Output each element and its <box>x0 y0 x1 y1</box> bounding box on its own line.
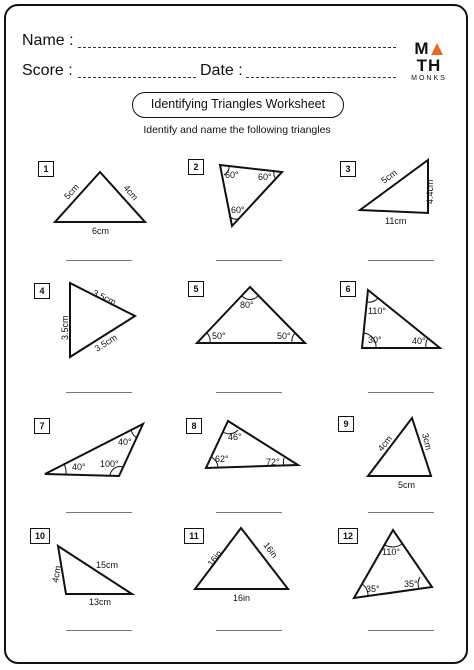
triangle-4-side-label: 3.5cm <box>91 287 118 308</box>
triangle-1-side-label: 6cm <box>92 226 110 236</box>
triangle-10-side-label: 13cm <box>89 597 112 607</box>
triangle-5-angle-label: 50° <box>277 331 291 341</box>
name-label: Name : <box>22 32 74 49</box>
problem-number: 7 <box>34 418 50 434</box>
answer-line-5[interactable] <box>216 392 282 393</box>
triangle-10 <box>58 546 132 594</box>
answer-line-9[interactable] <box>368 512 434 513</box>
worksheet-title: Identifying Triangles Worksheet <box>132 92 344 118</box>
triangle-2-angle-label: 60° <box>225 170 239 180</box>
problem-number: 1 <box>38 161 54 177</box>
triangle-12-angle-label: 35° <box>366 584 380 594</box>
triangle-11-side-label: 16in <box>205 548 224 569</box>
triangle-4-side-label: 3.5cm <box>60 315 70 340</box>
triangle-7 <box>45 424 143 476</box>
answer-line-6[interactable] <box>368 392 434 393</box>
answer-line-4[interactable] <box>66 392 132 393</box>
triangle-11-side-label: 16in <box>261 540 280 560</box>
answer-line-11[interactable] <box>216 630 282 631</box>
triangle-10-side-label: 15cm <box>96 560 119 570</box>
triangle-2-angle-label: 60° <box>231 205 245 215</box>
triangle-6-angle-label: 40° <box>412 336 426 346</box>
answer-line-7[interactable] <box>66 512 132 513</box>
triangle-9-side-label: 5cm <box>398 480 416 490</box>
triangle-6-angle-label: 30° <box>368 335 382 345</box>
triangle-1-side-label: 4cm <box>121 182 141 203</box>
problem-number: 10 <box>30 528 50 544</box>
triangle-3 <box>360 160 428 213</box>
triangle-3-side-label: 4.4cm <box>425 179 435 204</box>
answer-line-3[interactable] <box>368 260 434 261</box>
problem-number: 6 <box>340 281 356 297</box>
triangle-12-angle-label: 110° <box>382 547 400 557</box>
answer-line-12[interactable] <box>368 630 434 631</box>
problem-number: 11 <box>184 528 204 544</box>
triangle-6-angle-label: 110° <box>368 306 386 316</box>
triangle-9-side-label: 4cm <box>375 433 395 454</box>
triangle-9-side-label: 3cm <box>420 432 434 451</box>
problem-number: 2 <box>188 159 204 175</box>
problem-number: 3 <box>340 161 356 177</box>
answer-line-1[interactable] <box>66 260 132 261</box>
triangle-8-angle-label: 62° <box>215 454 229 464</box>
triangle-12-angle-label: 35° <box>404 579 418 589</box>
math-monks-logo: MTH MONKS <box>411 39 447 82</box>
problem-number: 9 <box>338 416 354 432</box>
triangle-4-side-label: 3.5cm <box>92 332 119 354</box>
date-label: Date : <box>200 62 243 79</box>
problem-number: 5 <box>188 281 204 297</box>
triangle-3-side-label: 11cm <box>385 216 407 226</box>
instructions: Identify and name the following triangles <box>143 124 331 136</box>
problem-number: 12 <box>338 528 358 544</box>
answer-line-8[interactable] <box>216 512 282 513</box>
triangle-8-angle-label: 72° <box>266 457 280 467</box>
triangle-2-angle-label: 60° <box>258 172 272 182</box>
triangle-7-angle-label: 40° <box>72 462 86 472</box>
triangle-8-angle-label: 46° <box>228 432 242 442</box>
triangle-1-side-label: 5cm <box>62 182 81 202</box>
problem-number: 4 <box>34 283 50 299</box>
triangle-5-angle-label: 80° <box>240 300 254 310</box>
triangle-7-angle-label: 40° <box>118 437 132 447</box>
triangle-5-angle-label: 50° <box>212 331 226 341</box>
triangle-11-side-label: 16in <box>233 593 251 603</box>
answer-line-10[interactable] <box>66 630 132 631</box>
triangle-3-side-label: 5cm <box>379 167 399 186</box>
score-label: Score : <box>22 62 73 79</box>
triangle-10-side-label: 4cm <box>50 564 63 584</box>
triangle-7-angle-label: 100° <box>100 459 119 469</box>
answer-line-2[interactable] <box>216 260 282 261</box>
problem-number: 8 <box>186 418 202 434</box>
